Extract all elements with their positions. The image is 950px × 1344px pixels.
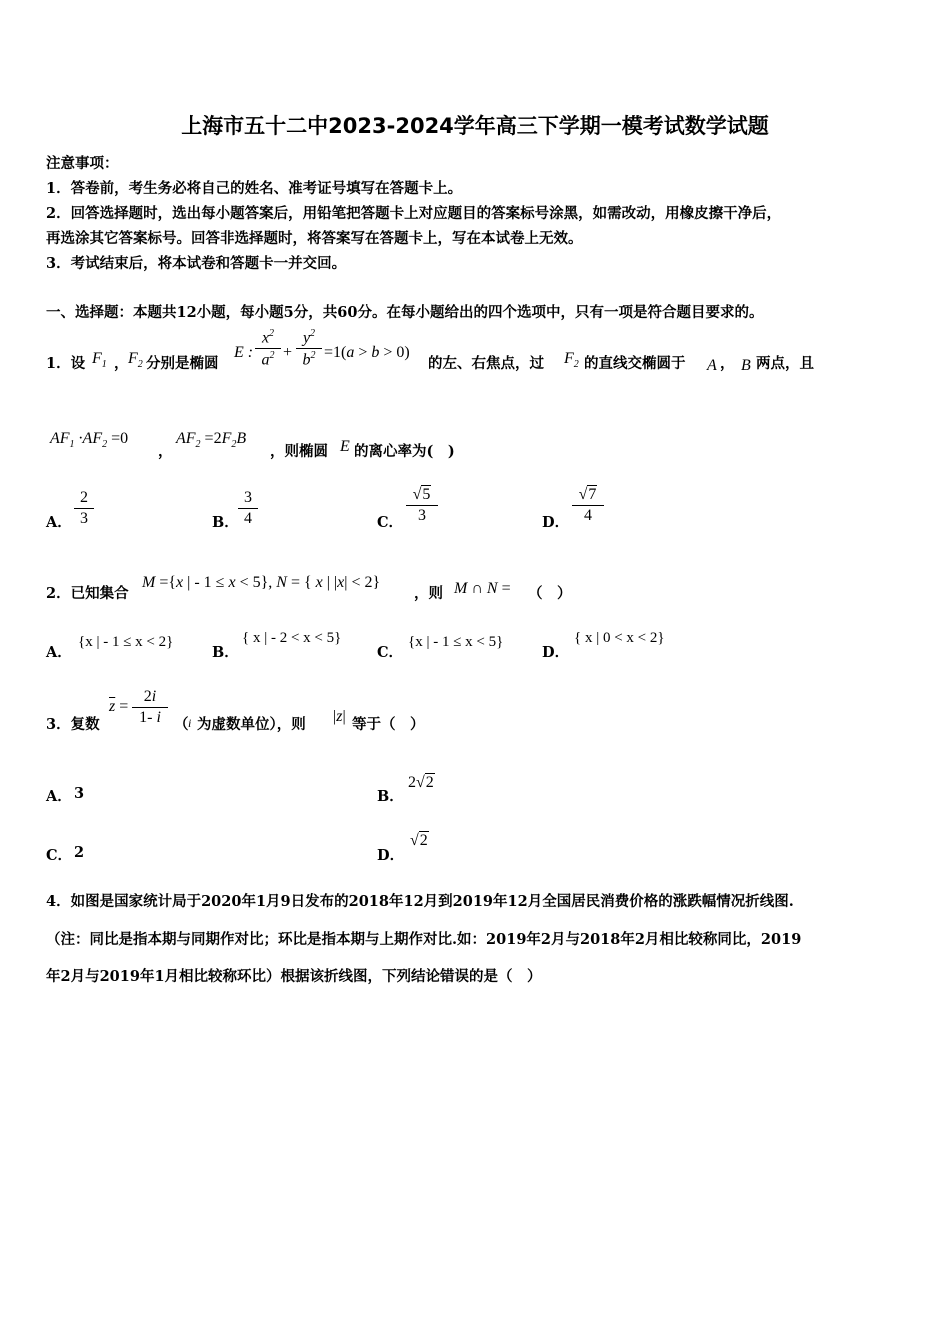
- q2-option-b-label[interactable]: B．: [212, 644, 239, 661]
- q1-f2: $F_2$: [128, 350, 143, 371]
- q3-option-a[interactable]: 3: [74, 785, 85, 802]
- q2-option-c-label[interactable]: C．: [377, 644, 404, 661]
- q3-option-b-radicand: 2: [425, 774, 434, 791]
- q1-point-a: A: [707, 357, 717, 374]
- q3-abs-z: |z|: [333, 708, 346, 725]
- q1-text4: 两点，且: [756, 355, 814, 372]
- q1-condition-1: $AF_1 \cdot AF_2 =0$: [50, 430, 129, 451]
- q2-text2: ，则: [414, 585, 443, 602]
- q1-number: 1．设: [46, 355, 86, 372]
- q2-intersection: M ∩ N =: [454, 580, 511, 597]
- q1-point-b: B: [741, 357, 751, 374]
- section-heading: 一、选择题：本题共12小题，每小题5分，共60分。在每小题给出的四个选项中，只有一项是符合题目要求的。: [46, 304, 764, 321]
- q4-line-1: 4．如图是国家统计局于2020年1月9日发布的2018年12月到2019年12月全国居民消费价格的涨跌幅情况折线图.: [46, 893, 794, 910]
- q2-text1: 2．已知集合: [46, 585, 129, 602]
- q1-option-a-num: 2: [74, 489, 94, 509]
- q1-ellipse-name: E :: [234, 344, 254, 361]
- q3-text2: （: [174, 716, 189, 733]
- q3-option-d-label[interactable]: D．: [377, 847, 405, 864]
- q1-ellipse-cond: =1(a > b > 0): [324, 344, 410, 361]
- q3-option-b[interactable]: 2√2: [408, 774, 434, 791]
- q1-option-b-num: 3: [238, 489, 258, 509]
- q1-text6: 的离心率为( ): [354, 443, 455, 460]
- q1-cond-sep: ，: [158, 443, 173, 460]
- q3-text1: 3．复数: [46, 716, 100, 733]
- notice-item-2: 2．回答选择题时，选出每小题答案后，用铅笔把答题卡上对应题目的答案标号涂黑，如需改动，用橡皮擦干净后，: [46, 205, 782, 222]
- q1-text2: 的左、右焦点，过: [428, 355, 544, 372]
- q2-option-d[interactable]: { x | 0 < x < 2}: [574, 630, 665, 646]
- q1-option-c-label[interactable]: C．: [377, 514, 404, 531]
- q3-i: i: [188, 716, 192, 730]
- q2-option-d-label[interactable]: D．: [542, 644, 570, 661]
- notice-heading: 注意事项：: [46, 155, 119, 172]
- q1-text3: 的直线交椭圆于: [584, 355, 686, 372]
- q1-sep1: ，: [114, 355, 129, 372]
- q3-option-d-radicand: 2: [419, 832, 428, 849]
- q4-line-3: 年2月与2019年1月相比较称环比）根据该折线图，下列结论错误的是（ ）: [46, 968, 542, 985]
- q1-option-b-label[interactable]: B．: [212, 514, 239, 531]
- q1-plus: +: [283, 344, 293, 361]
- q1-option-c[interactable]: $\frac{√5}{3}$: [406, 486, 438, 525]
- q1-ellipse-e: E: [340, 438, 350, 455]
- q2-option-a[interactable]: {x | - 1 ≤ x < 2}: [78, 634, 174, 650]
- q1-option-d[interactable]: $\frac{√7}{4}$: [572, 486, 604, 525]
- notice-item-2-cont: 再选涂其它答案标号。回答非选择题时，将答案写在答题卡上，写在本试卷上无效。: [46, 230, 583, 247]
- q3-text4: 等于（ ）: [352, 716, 425, 733]
- q3-option-a-label[interactable]: A．: [46, 788, 72, 805]
- q1-sep2: ，: [720, 355, 735, 372]
- q2-option-a-label[interactable]: A．: [46, 644, 72, 661]
- q1-option-d-radicand: 7: [588, 486, 597, 503]
- page-title: 上海市五十二中2023-2024学年高三下学期一模考试数学试题: [181, 114, 769, 138]
- q1-option-a-label[interactable]: A．: [46, 514, 72, 531]
- q3-text3: 为虚数单位），则: [197, 716, 306, 733]
- q1-option-d-label[interactable]: D．: [542, 514, 570, 531]
- q3-option-b-coef: 2: [408, 774, 416, 791]
- q1-option-a-den: 3: [80, 510, 88, 527]
- q4-line-2: （注：同比是指本期与同期作对比；环比是指本期与上期作对比.如：2019年2月与2018年2月相比较称同比，2019: [46, 931, 802, 948]
- q1-option-c-den: 3: [418, 507, 426, 524]
- notice-item-1: 1．答卷前，考生务必将自己的姓名、准考证号填写在答题卡上。: [46, 180, 463, 197]
- q3-option-b-label[interactable]: B．: [377, 788, 404, 805]
- q1-frac-y: $\frac{y^2}{b^2}$: [296, 328, 322, 370]
- q3-option-d[interactable]: √2: [410, 832, 428, 849]
- q3-option-c-label[interactable]: C．: [46, 847, 73, 864]
- q1-f2-b: $F_2$: [564, 350, 579, 371]
- notice-item-3: 3．考试结束后，将本试卷和答题卡一并交回。: [46, 255, 347, 272]
- q1-option-c-radicand: 5: [422, 486, 431, 503]
- q3-zbar: $\overline{z}$ =: [109, 698, 129, 715]
- q3-fraction: $\frac{2i}{1- i}$: [132, 688, 168, 727]
- q1-text1: 分别是椭圆: [146, 355, 219, 372]
- q1-condition-2: $AF_2 =2F_2B$: [176, 430, 247, 451]
- q1-text5: ，则椭圆: [270, 443, 328, 460]
- q2-sets: M ={x | - 1 ≤ x < 5}, N = { x | |x| < 2}: [142, 574, 381, 591]
- q1-option-d-den: 4: [584, 507, 592, 524]
- q1-f1: $F_1$: [92, 350, 107, 371]
- q3-option-c[interactable]: 2: [74, 844, 85, 861]
- q1-option-b-den: 4: [244, 510, 252, 527]
- q1-option-a[interactable]: [74, 489, 94, 528]
- q2-text3: （ ）: [528, 585, 572, 602]
- q1-option-b[interactable]: [238, 489, 258, 528]
- q2-option-b[interactable]: { x | - 2 < x < 5}: [242, 630, 342, 646]
- q1-frac-x: $\frac{x^2}{a^2}$: [255, 328, 281, 370]
- q2-option-c[interactable]: {x | - 1 ≤ x < 5}: [408, 634, 504, 650]
